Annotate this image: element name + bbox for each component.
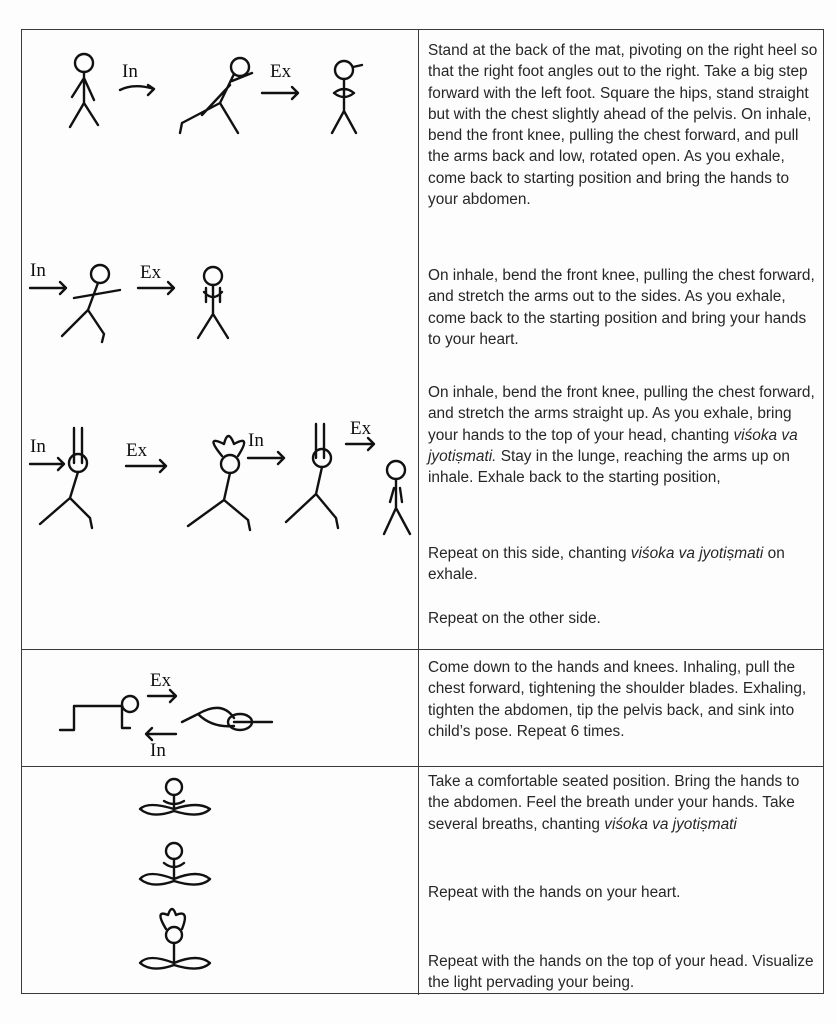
inhale-arrow xyxy=(146,728,176,740)
sketch-lunge-arms-up xyxy=(28,408,418,548)
exhale-arrow xyxy=(346,438,374,450)
instruction-paragraph: On inhale, bend the front knee, pulling the chest forward, and stretch the arms out to the sides. As you exhale, come back to the starting position and bring your hands to your heart. xyxy=(428,267,815,348)
exhale-label: Ex xyxy=(126,440,148,461)
sketch-lunge-arms-out xyxy=(28,258,268,353)
figure-seated-hands-head xyxy=(140,909,210,969)
figure-standing xyxy=(70,54,98,127)
instruction-paragraph xyxy=(428,382,818,488)
figure-lunge-arms-out xyxy=(62,265,120,342)
exhale-arrow xyxy=(148,690,176,702)
instruction-text: Repeat on this side, chanting xyxy=(428,545,631,562)
column-divider xyxy=(418,767,419,995)
sketch-lunge-arms-back xyxy=(62,45,382,145)
figure-seated-hands-heart xyxy=(140,843,210,885)
figure-lunge-hands-on-head xyxy=(188,436,250,530)
chant-text: viśoka va jyotiṣmati. xyxy=(428,426,798,465)
inhale-arrow xyxy=(30,458,64,470)
instruction-paragraph: Repeat with the hands on your heart. xyxy=(428,884,681,901)
figure-seated-hands-abdomen xyxy=(140,779,210,815)
exhale-label: Ex xyxy=(270,61,292,82)
table-row-hands-knees xyxy=(22,649,823,766)
instruction-text: On inhale, bend the front knee, pulling the chest forward, and stretch the arms straight up. As you exhale, bring your hands to the top of your head, chanting xyxy=(428,384,815,444)
instruction-paragraph: Stand at the back of the mat, pivoting on the right heel so that the right foot angles out to the right. Take a big step forward with the left foot. Square the hips, stand straight but with the chest slightly ahead of the pelvis. On inhale, bend the front knee, pulling the chest forward, and pull the arms back and low, rotated open. As you exhale, come back to starting position and bring the hands to your abdomen. xyxy=(428,42,818,209)
exhale-label: Ex xyxy=(140,262,162,283)
exhale-label: Ex xyxy=(150,670,172,691)
figure-standing-final xyxy=(384,461,410,534)
inhale-arrow xyxy=(248,452,284,464)
inhale-label: In xyxy=(30,436,46,457)
column-divider xyxy=(418,650,419,766)
column-divider xyxy=(418,30,419,649)
figure-lunge-arms-back xyxy=(180,58,252,133)
chant-text: viśoka va jyotiṣmati xyxy=(630,545,764,562)
figure-hands-knees xyxy=(60,696,138,730)
instruction-table xyxy=(21,29,824,994)
table-row-lunge-sequence xyxy=(22,30,823,649)
inhale-label: In xyxy=(122,61,138,82)
instruction-paragraph: Repeat on the other side. xyxy=(428,610,601,627)
exhale-label: Ex xyxy=(350,418,372,439)
instruction-text: Take a comfortable seated position. Bring the hands to the abdomen. Feel the breath under your hands. Take several breaths, chanting xyxy=(428,773,800,833)
instruction-paragraph: Repeat with the hands on the top of your head. Visualize the light pervading your being. xyxy=(428,953,814,992)
instruction-paragraph xyxy=(428,543,818,586)
inhale-arrow xyxy=(120,85,154,95)
exhale-arrow xyxy=(262,87,298,99)
sketch-seated-positions xyxy=(128,775,218,990)
inhale-label: In xyxy=(30,260,46,281)
sketch-hands-knees-child-pose xyxy=(58,670,278,760)
instruction-text: Stay in the lunge, reaching the arms up on inhale. Exhale back to the starting position, xyxy=(428,447,790,487)
figure-child-pose xyxy=(182,708,272,730)
instruction-paragraph: Come down to the hands and knees. Inhaling, pull the chest forward, tightening the shoulder blades. Exhaling, tighten the abdomen, tip the pelvis back, and sink into child’s pose. Repeat 6 times. xyxy=(428,659,807,740)
inhale-label: In xyxy=(248,430,264,451)
instruction-paragraph xyxy=(428,771,818,835)
inhale-label: In xyxy=(150,740,166,761)
exhale-arrow xyxy=(138,282,174,294)
exhale-arrow xyxy=(126,460,166,472)
inhale-arrow xyxy=(30,282,66,294)
figure-lunge-arms-up-b xyxy=(286,424,338,528)
figure-lunge-arms-up-a xyxy=(40,428,92,528)
chant-text: viśoka va jyotiṣmati xyxy=(604,815,737,833)
figure-standing-hands-heart xyxy=(198,267,228,338)
table-row-seated xyxy=(22,766,823,995)
figure-standing-hands-abdomen xyxy=(332,61,362,133)
instruction-text: on exhale. xyxy=(428,545,785,584)
